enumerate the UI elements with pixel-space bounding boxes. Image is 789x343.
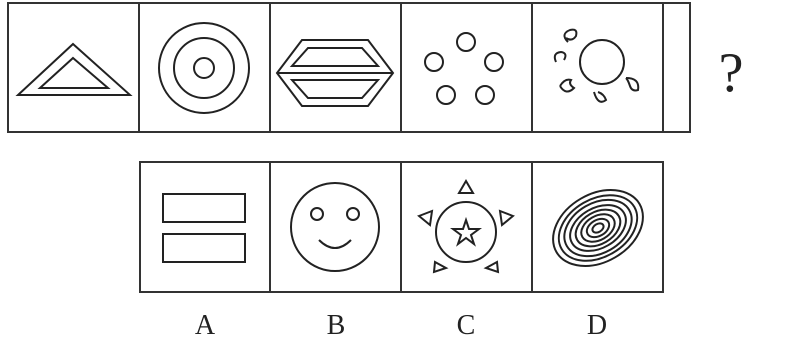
option-label-d: D xyxy=(586,310,608,341)
question-mark-icon: ? xyxy=(718,42,744,104)
split-hexagon-icon xyxy=(277,40,393,106)
nested-triangles-icon xyxy=(18,44,130,95)
star-circle-triangles-icon xyxy=(419,181,513,272)
stacked-rectangles-icon xyxy=(163,194,245,222)
spiral-ellipse-icon xyxy=(539,175,656,282)
option-c-figure[interactable] xyxy=(419,181,513,272)
option-label-b: B xyxy=(326,310,346,341)
five-circles-icon xyxy=(425,33,503,104)
stacked-rectangles-icon xyxy=(163,234,245,262)
option-b-figure[interactable] xyxy=(291,183,379,271)
option-label-c: C xyxy=(456,310,476,341)
options-row xyxy=(140,162,663,341)
sequence-frame xyxy=(8,3,690,132)
sequence-row xyxy=(8,3,743,132)
circle-with-swirls-icon xyxy=(555,30,638,102)
smiley-face-icon xyxy=(291,183,379,271)
concentric-circles-icon xyxy=(159,23,249,113)
option-a-figure[interactable] xyxy=(163,194,245,262)
option-label-a: A xyxy=(194,310,216,341)
option-d-figure[interactable] xyxy=(539,175,656,282)
